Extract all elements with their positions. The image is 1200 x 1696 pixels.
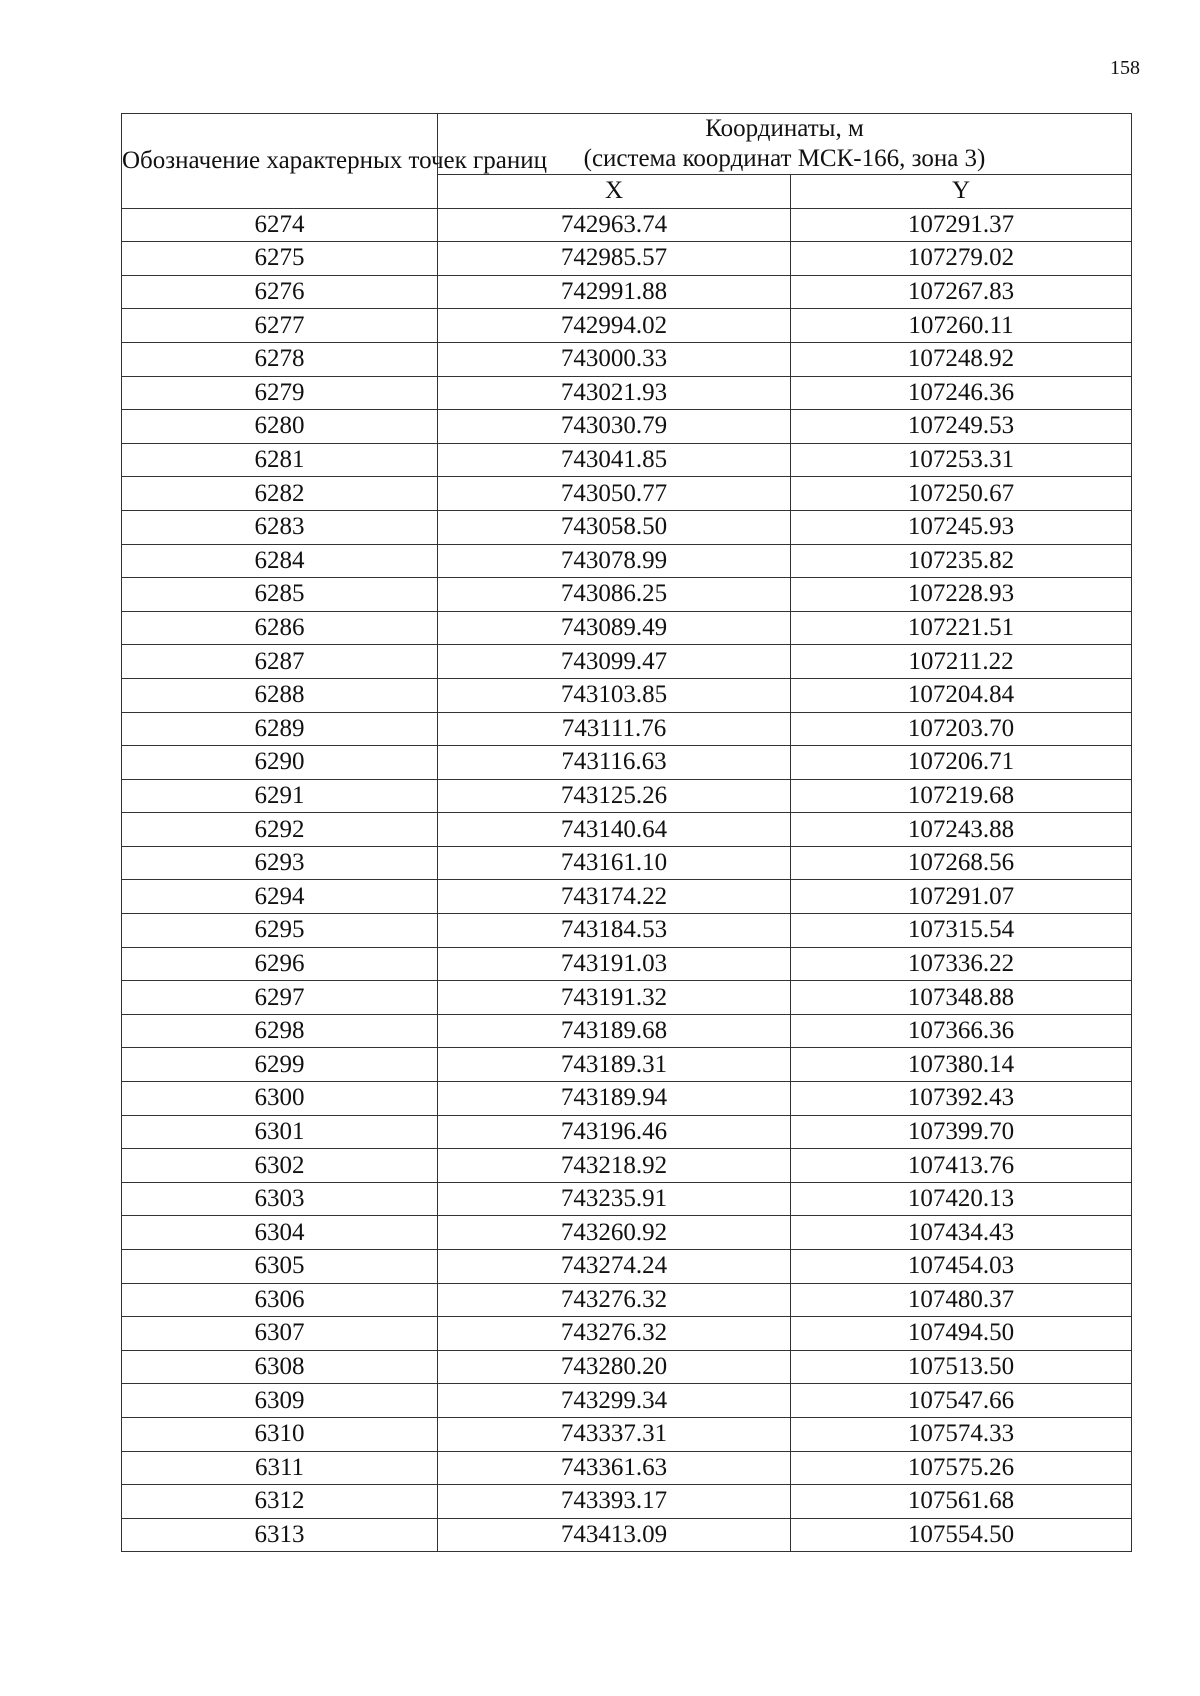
x-coordinate-cell: 743161.10 <box>438 846 791 880</box>
x-coordinate-cell: 742985.57 <box>438 242 791 276</box>
x-coordinate-cell: 743189.31 <box>438 1048 791 1082</box>
point-id-cell: 6302 <box>122 1149 438 1183</box>
page-number: 158 <box>1110 57 1140 79</box>
point-id-cell: 6301 <box>122 1115 438 1149</box>
point-id-cell: 6299 <box>122 1048 438 1082</box>
table-row <box>122 1485 1132 1519</box>
table-row <box>122 947 1132 981</box>
point-id-cell: 6283 <box>122 510 438 544</box>
point-id-cell: 6278 <box>122 342 438 376</box>
x-coordinate-cell: 742963.74 <box>438 208 791 242</box>
x-coordinate-cell: 743280.20 <box>438 1350 791 1384</box>
y-coordinate-cell: 107336.22 <box>791 947 1132 981</box>
y-coordinate-cell: 107380.14 <box>791 1048 1132 1082</box>
y-coordinate-cell: 107249.53 <box>791 410 1132 444</box>
table-row <box>122 1317 1132 1351</box>
point-id-cell: 6310 <box>122 1417 438 1451</box>
table-row <box>122 208 1132 242</box>
point-id-cell: 6307 <box>122 1317 438 1351</box>
point-id-cell: 6281 <box>122 443 438 477</box>
point-id-cell: 6294 <box>122 880 438 914</box>
y-coordinate-cell: 107561.68 <box>791 1485 1132 1519</box>
y-coordinate-cell: 107243.88 <box>791 813 1132 847</box>
table-row <box>122 1384 1132 1418</box>
y-coordinate-cell: 107494.50 <box>791 1317 1132 1351</box>
point-id-cell: 6275 <box>122 242 438 276</box>
x-coordinate-cell: 743337.31 <box>438 1417 791 1451</box>
x-coordinate-cell: 743089.49 <box>438 611 791 645</box>
table-body <box>122 208 1132 1552</box>
point-id-cell: 6284 <box>122 544 438 578</box>
y-coordinate-cell: 107291.37 <box>791 208 1132 242</box>
table-row <box>122 1014 1132 1048</box>
y-coordinate-cell: 107228.93 <box>791 578 1132 612</box>
x-coordinate-cell: 743260.92 <box>438 1216 791 1250</box>
table-row <box>122 1283 1132 1317</box>
x-coordinate-cell: 743196.46 <box>438 1115 791 1149</box>
y-coordinate-cell: 107279.02 <box>791 242 1132 276</box>
table-row <box>122 1149 1132 1183</box>
point-designation-header: Обозначение характерных точек границ <box>122 114 438 209</box>
table-row <box>122 275 1132 309</box>
point-id-cell: 6308 <box>122 1350 438 1384</box>
point-id-cell: 6286 <box>122 611 438 645</box>
table-row <box>122 981 1132 1015</box>
x-coordinate-cell: 743174.22 <box>438 880 791 914</box>
table-row <box>122 242 1132 276</box>
table-row <box>122 1082 1132 1116</box>
x-coordinate-cell: 743041.85 <box>438 443 791 477</box>
table-row <box>122 746 1132 780</box>
point-id-cell: 6290 <box>122 746 438 780</box>
x-coordinate-cell: 743218.92 <box>438 1149 791 1183</box>
x-column-header: X <box>438 175 791 209</box>
y-coordinate-cell: 107513.50 <box>791 1350 1132 1384</box>
point-id-cell: 6289 <box>122 712 438 746</box>
point-id-cell: 6306 <box>122 1283 438 1317</box>
x-coordinate-cell: 743116.63 <box>438 746 791 780</box>
y-coordinate-cell: 107221.51 <box>791 611 1132 645</box>
point-id-cell: 6280 <box>122 410 438 444</box>
y-coordinate-cell: 107245.93 <box>791 510 1132 544</box>
x-coordinate-cell: 743125.26 <box>438 779 791 813</box>
x-coordinate-cell: 743184.53 <box>438 914 791 948</box>
table-row <box>122 510 1132 544</box>
x-coordinate-cell: 743361.63 <box>438 1451 791 1485</box>
table-row <box>122 1182 1132 1216</box>
table-row <box>122 1451 1132 1485</box>
table-row <box>122 1250 1132 1284</box>
y-coordinate-cell: 107348.88 <box>791 981 1132 1015</box>
y-coordinate-cell: 107434.43 <box>791 1216 1132 1250</box>
table-row <box>122 846 1132 880</box>
point-id-cell: 6298 <box>122 1014 438 1048</box>
x-coordinate-cell: 743140.64 <box>438 813 791 847</box>
x-coordinate-cell: 742994.02 <box>438 309 791 343</box>
y-coordinate-cell: 107250.67 <box>791 477 1132 511</box>
y-coordinate-cell: 107268.56 <box>791 846 1132 880</box>
x-coordinate-cell: 743078.99 <box>438 544 791 578</box>
y-coordinate-cell: 107420.13 <box>791 1182 1132 1216</box>
table-row <box>122 611 1132 645</box>
x-coordinate-cell: 743000.33 <box>438 342 791 376</box>
table-row <box>122 1417 1132 1451</box>
table-row <box>122 914 1132 948</box>
y-coordinate-cell: 107454.03 <box>791 1250 1132 1284</box>
table-row <box>122 1115 1132 1149</box>
x-coordinate-cell: 743058.50 <box>438 510 791 544</box>
table-row <box>122 712 1132 746</box>
x-coordinate-cell: 743111.76 <box>438 712 791 746</box>
y-coordinate-cell: 107260.11 <box>791 309 1132 343</box>
x-coordinate-cell: 743103.85 <box>438 678 791 712</box>
table-row <box>122 578 1132 612</box>
point-id-cell: 6297 <box>122 981 438 1015</box>
coordinates-table <box>121 113 1132 1552</box>
table-row <box>122 645 1132 679</box>
y-coordinate-cell: 107574.33 <box>791 1417 1132 1451</box>
table-row <box>122 1216 1132 1250</box>
header-row-top <box>122 114 1132 175</box>
point-id-cell: 6300 <box>122 1082 438 1116</box>
x-coordinate-cell: 743050.77 <box>438 477 791 511</box>
y-coordinate-cell: 107399.70 <box>791 1115 1132 1149</box>
x-coordinate-cell: 743021.93 <box>438 376 791 410</box>
y-coordinate-cell: 107211.22 <box>791 645 1132 679</box>
table-row <box>122 342 1132 376</box>
y-coordinate-cell: 107253.31 <box>791 443 1132 477</box>
table-header <box>122 114 1132 209</box>
y-coordinate-cell: 107291.07 <box>791 880 1132 914</box>
point-id-cell: 6292 <box>122 813 438 847</box>
y-coordinate-cell: 107413.76 <box>791 1149 1132 1183</box>
y-coordinate-cell: 107480.37 <box>791 1283 1132 1317</box>
point-id-cell: 6312 <box>122 1485 438 1519</box>
table-row <box>122 443 1132 477</box>
x-coordinate-cell: 743276.32 <box>438 1283 791 1317</box>
y-coordinate-cell: 107246.36 <box>791 376 1132 410</box>
x-coordinate-cell: 743276.32 <box>438 1317 791 1351</box>
y-coordinate-cell: 107248.92 <box>791 342 1132 376</box>
x-coordinate-cell: 743274.24 <box>438 1250 791 1284</box>
point-id-cell: 6309 <box>122 1384 438 1418</box>
table-row <box>122 779 1132 813</box>
x-coordinate-cell: 743299.34 <box>438 1384 791 1418</box>
point-id-cell: 6274 <box>122 208 438 242</box>
x-coordinate-cell: 743030.79 <box>438 410 791 444</box>
y-coordinate-cell: 107267.83 <box>791 275 1132 309</box>
point-id-cell: 6303 <box>122 1182 438 1216</box>
x-coordinate-cell: 743413.09 <box>438 1518 791 1552</box>
point-id-cell: 6287 <box>122 645 438 679</box>
x-coordinate-cell: 743235.91 <box>438 1182 791 1216</box>
table-row <box>122 410 1132 444</box>
y-coordinate-cell: 107315.54 <box>791 914 1132 948</box>
point-id-cell: 6295 <box>122 914 438 948</box>
point-id-cell: 6276 <box>122 275 438 309</box>
point-id-cell: 6305 <box>122 1250 438 1284</box>
table-row <box>122 376 1132 410</box>
table-row <box>122 1350 1132 1384</box>
x-coordinate-cell: 743189.94 <box>438 1082 791 1116</box>
y-coordinate-cell: 107366.36 <box>791 1014 1132 1048</box>
y-coordinate-cell: 107204.84 <box>791 678 1132 712</box>
table-row <box>122 880 1132 914</box>
point-id-cell: 6304 <box>122 1216 438 1250</box>
point-id-cell: 6293 <box>122 846 438 880</box>
point-id-cell: 6313 <box>122 1518 438 1552</box>
y-coordinate-cell: 107206.71 <box>791 746 1132 780</box>
y-coordinate-cell: 107547.66 <box>791 1384 1132 1418</box>
x-coordinate-cell: 743099.47 <box>438 645 791 679</box>
point-id-cell: 6285 <box>122 578 438 612</box>
coordinates-header-system: (система координат МСК-166, зона 3) <box>583 145 986 172</box>
x-coordinate-cell: 743086.25 <box>438 578 791 612</box>
x-coordinate-cell: 742991.88 <box>438 275 791 309</box>
table-row <box>122 1518 1132 1552</box>
x-coordinate-cell: 743191.03 <box>438 947 791 981</box>
table-row <box>122 544 1132 578</box>
y-coordinate-cell: 107575.26 <box>791 1451 1132 1485</box>
x-coordinate-cell: 743189.68 <box>438 1014 791 1048</box>
point-id-cell: 6291 <box>122 779 438 813</box>
point-id-cell: 6288 <box>122 678 438 712</box>
x-coordinate-cell: 743393.17 <box>438 1485 791 1519</box>
table-row <box>122 477 1132 511</box>
coordinates-header-title: Координаты, м <box>705 115 864 142</box>
y-column-header: Y <box>791 175 1132 209</box>
x-coordinate-cell: 743191.32 <box>438 981 791 1015</box>
y-coordinate-cell: 107203.70 <box>791 712 1132 746</box>
point-id-cell: 6277 <box>122 309 438 343</box>
table-row <box>122 309 1132 343</box>
y-coordinate-cell: 107392.43 <box>791 1082 1132 1116</box>
table-row <box>122 678 1132 712</box>
point-id-cell: 6311 <box>122 1451 438 1485</box>
y-coordinate-cell: 107554.50 <box>791 1518 1132 1552</box>
point-id-cell: 6279 <box>122 376 438 410</box>
y-coordinate-cell: 107219.68 <box>791 779 1132 813</box>
y-coordinate-cell: 107235.82 <box>791 544 1132 578</box>
point-id-cell: 6282 <box>122 477 438 511</box>
table-row <box>122 1048 1132 1082</box>
table-row <box>122 813 1132 847</box>
point-id-cell: 6296 <box>122 947 438 981</box>
